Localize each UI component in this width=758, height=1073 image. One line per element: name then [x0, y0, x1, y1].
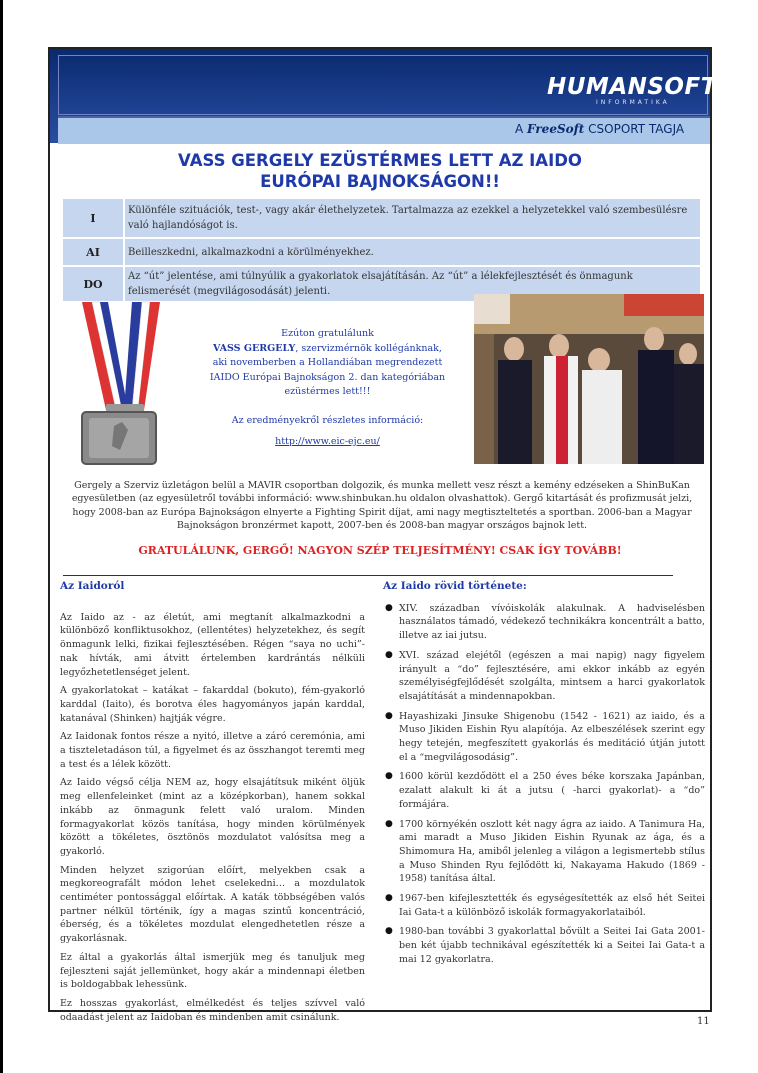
- section-divider: [63, 575, 673, 576]
- list-item: ● 1980-ban további 3 gyakorlattal bővült a Seitei Iai Gata 2001-ben két újabb technikával egészítették ki a Seitei Iai Gata-t a mai 12 gyakorlatra.: [383, 925, 705, 966]
- list-item: ● 1600 körül kezdődött el a 250 éves béke korszaka Japánban, ezalatt alakult ki át a jutsu ( -harci gyakorlat)- a “do” formájára.: [383, 770, 705, 811]
- logo-subtitle: INFORMATIKA: [596, 99, 670, 106]
- list-item: ● 1967-ben kifejlesztették és egységesítették az első hét Seitei Iai Gata-t a különböző iskolák formagyakorlataiból.: [383, 892, 705, 919]
- table-row: [62, 198, 701, 238]
- congrats-role: , szervizmérnök kollégánknak,: [295, 342, 442, 354]
- about-paragraph: Az Iaidonak fontos része a nyitó, illetve a záró ceremónia, ami a tiszteletadáson túl, a figyelmet és az összhangot teremti meg a test és a lélek között.: [60, 731, 365, 770]
- title-line-1: VASS GERGELY EZÜSTÉRMES LETT AZ IAIDO: [178, 151, 582, 170]
- page-number: 11: [697, 1016, 710, 1027]
- about-paragraph: A gyakorlatokat – katákat – fakarddal (bokuto), fém-gyakorló karddal (Iaito), és borotva éles hagyományos japán karddal, katanával (Shinken) hajtják végre.: [60, 685, 365, 724]
- kanji-key: DO: [62, 266, 124, 302]
- tagline-brand: FreeSoft: [527, 122, 585, 136]
- congrats-line: [195, 342, 460, 357]
- history-list: [383, 602, 705, 967]
- congrats-line: Ezúton gratulálunk: [281, 328, 374, 339]
- congrats-line: aki novemberben a Hollandiában megrendezett: [212, 357, 443, 369]
- kanji-key: AI: [62, 238, 124, 266]
- congrats-name: VASS GERGELY: [213, 342, 296, 354]
- kanji-key: I: [62, 198, 124, 238]
- silver-medal-image: [62, 300, 180, 468]
- list-item: ● 1700 környékén oszlott két nagy ágra az iaido. A Tanimura Ha, ami maradt a Muso Jikiden Eishin Ryunak az ága, és a Shimomura Ha, amiből jelenleg a világon a legismertebb stílus a Muso Shinden Ryu fejlődött ki, Nakayama Hakudo (1869 - 1958) tanítása által.: [383, 818, 705, 887]
- about-paragraph: Ez által a gyakorlás által ismerjük meg és tanuljuk meg fejleszteni saját jellemünket, hogy akár a mindennapi életben is boldogabbak lehessünk.: [60, 951, 365, 991]
- page-edge: [0, 0, 3, 1073]
- table-row: [62, 238, 701, 266]
- kanji-text: Az “út” jelentése, ami túlnyúlik a gyakorlatok elsajátításán. Az “út” a lélekfejlesztését és önmagunk felismerését (megvilágosodását) jelenti.: [124, 266, 701, 302]
- tagline-suffix: CSOPORT TAGJA: [588, 122, 685, 136]
- congrats-line: Az eredményekről részletes információ:: [231, 414, 424, 426]
- kanji-text: Beilleszkedni, alkalmazkodni a körülményekhez.: [124, 238, 701, 266]
- about-iaido-heading: Az Iaidoról: [60, 580, 125, 592]
- results-link[interactable]: http://www.eic-ejc.eu/: [275, 435, 380, 447]
- congratulation-shout: GRATULÁLUNK, GERGŐ! NAGYON SZÉP TELJESÍTMÉNY! CSAK ÍGY TOVÁBB!: [138, 544, 622, 557]
- about-paragraph: Az Iaido az - az életút, ami megtanít alkalmazkodni a különböző konfliktusokhoz, (ellentétes) helyzetekhez, és segít önmagunk lelki, fizikai fejlesztésében. Régen “saya no uchi”-nak hívták, ami átvitt értelemben kardrántás nélküli legyőzhetetlenséget jelent.: [60, 611, 365, 678]
- about-paragraph: Az Iaido végső célja NEM az, hogy elsajátítsuk miként öljük meg ellenfeleinket (mint az a középkorban), hanem sokkal inkább az önmagunk felett való uralom. Minden formagyakorlat közös tanítása, hogy minden körülmények között a tökéletes, ösztönös mozdulatot valósítsa meg a gyakorló.: [60, 777, 365, 857]
- about-iaido-column: [60, 580, 365, 1029]
- article-title: [50, 150, 710, 192]
- humansoft-logo: HUMANSOFT: [547, 74, 717, 100]
- award-ceremony-photo: [474, 294, 704, 464]
- list-item: ● XVI. század elejétől (egészen a mai napig) nagy figyelem irányult a “do” fejlesztésére, ami ekkor inkább az egyén személyiségfejlődését szolgálta, mintsem a harci gyakorlatok elsajátítását a mindennapokban.: [383, 649, 705, 704]
- tagline-prefix: A: [515, 122, 524, 136]
- title-line-2: EURÓPAI BAJNOKSÁGON!!: [260, 172, 500, 191]
- about-paragraph: Minden helyzet szigorúan előírt, melyekben csak a megkoreografált módon lehet cselekedni… a mozdulatok centiméter pontossággal előírtak. A katák többségében valós partner nélkül történik, így a magas szintű koncentráció, éberség, és a tökéletes mozdulat elengedhetetlen része a gyakorlásnak.: [60, 864, 365, 945]
- freesoft-tagline: [515, 122, 684, 136]
- list-item: ● XIV. században vívóiskolák alakulnak. A hadviselésben használatos támadó, védekező technikákra koncentrált a batto, illetve az iai jutsu.: [383, 602, 705, 643]
- congrats-line: ezüstérmes lett!!!: [284, 386, 371, 398]
- kanji-text: Különféle szituációk, test-, vagy akár élethelyzetek. Tartalmazza az ezekkel a helyzetekkel való szembesülésre való hajlandóságot is.: [124, 198, 701, 238]
- intro-paragraph: Gergely a Szerviz üzletágon belül a MAVIR csoportban dolgozik, és munka mellett vesz részt a kemény edzéseken a ShinBuKan egyesületben (az egyesületről további információ: www.shinbukan.hu oldalon olvashattok). Gergő kitartását és profizmusát jelzi, hogy 2008-ban az Európa Bajnokságon elnyerte a Fighting Spirit díjat, ami nagy megtiszteltetés a sportban. 2006-ban a Magyar Bajnokságon bronzérmet kapott, 2007-ben és 2008-ban magyar országos bajnok lett.: [71, 480, 693, 532]
- list-item: ● Hayashizaki Jinsuke Shigenobu (1542 - 1621) az iaido, és a Muso Jikiden Eishin Ryu alapítója. Az elbeszélések szerint egy hegy tetején, megfeszített gyakorlás és meditáció útján jutott el a “megvilágosodásig”.: [383, 710, 705, 765]
- about-paragraph: Ez hosszas gyakorlást, elmélkedést és teljes szívvel való odaadást jelent az Iaidoban és mindenben amit csinálunk.: [60, 997, 365, 1023]
- iaido-meaning-table: [61, 197, 702, 303]
- history-heading: Az Iaido rövid története:: [383, 580, 527, 592]
- congrats-line: IAIDO Európai Bajnokságon 2. dan kategóriában: [209, 371, 446, 383]
- congratulation-message: [195, 327, 460, 449]
- iaido-history-column: [383, 580, 705, 973]
